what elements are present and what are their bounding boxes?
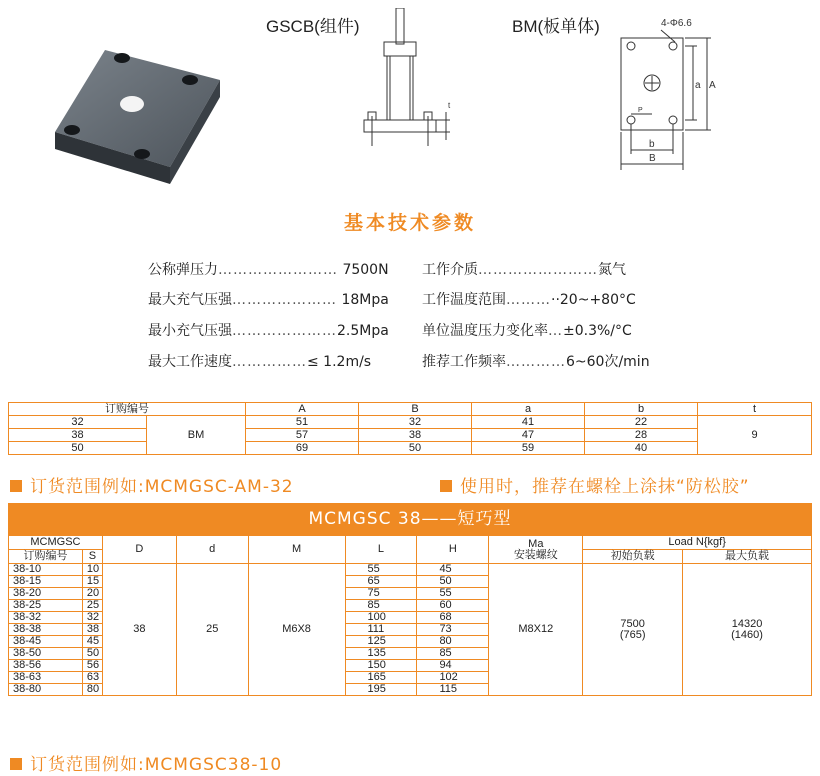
param-min-pressure: 最小充气压强…………………2.5Mpa <box>148 323 389 339</box>
d-value-cell: 25 <box>176 564 248 696</box>
header-b: b <box>585 403 698 416</box>
header-B: B <box>359 403 472 416</box>
header-initial-load: 初始负载 <box>583 550 683 564</box>
A-dim-label: A <box>709 80 716 91</box>
header-D: D <box>102 536 176 564</box>
B-dim-label: B <box>649 153 656 164</box>
Ma-value-cell: M8X12 <box>489 564 583 696</box>
table-row: 50 69 50 59 40 <box>9 442 812 455</box>
param-nominal-force: 公称弹压力…………………… 7500N <box>148 262 389 278</box>
param-max-speed: 最大工作速度……………≤ 1.2m/s <box>148 354 372 370</box>
table-row: 38-10 10 38 25 M6X8 55 45 M8X12 7500 (765) 14320 (1460) <box>9 564 812 576</box>
initial-load-cell: 7500 (765) <box>583 564 683 696</box>
header-S: S <box>82 550 102 564</box>
header-M: M <box>248 536 345 564</box>
table-row: 38-38 38 111 73 <box>9 624 812 636</box>
table-row: 38-20 20 75 55 <box>9 588 812 600</box>
max-load-cell: 14320 (1460) <box>683 564 812 696</box>
header-A: A <box>246 403 359 416</box>
header-d: d <box>176 536 248 564</box>
table-row: 38-25 25 85 60 <box>9 600 812 612</box>
header-a: a <box>472 403 585 416</box>
table-row: 38 57 38 47 28 <box>9 429 812 442</box>
param-medium: 工作介质……………………氮气 <box>422 262 626 278</box>
table-row: 38-63 63 165 102 <box>9 672 812 684</box>
param-temp-range: 工作温度范围………··20~+80°C <box>422 292 636 308</box>
header-Ma: Ma 安装螺纹 <box>489 536 583 564</box>
table-header-row <box>9 536 812 550</box>
order-example-note: 订货范围例如:MCMGSC-AM-32 <box>10 472 294 497</box>
holes-label: 4-Φ6.6 <box>661 18 692 29</box>
table-header-row <box>9 403 812 416</box>
header-load: Load N{kgf} <box>583 536 812 550</box>
t-dim-label: t <box>448 101 451 110</box>
bullet-square-icon <box>10 480 22 492</box>
header-order: 订购编号 <box>9 550 83 564</box>
param-frequency: 推荐工作频率…………6~60次/min <box>422 354 650 370</box>
order-example-note-2: 订货范围例如:MCMGSC38-10 <box>10 750 282 775</box>
header-L: L <box>345 536 417 564</box>
table-row: 38-50 50 135 85 <box>9 648 812 660</box>
header-t: t <box>698 403 812 416</box>
table-row: 32 BM 51 32 41 22 9 <box>9 416 812 429</box>
bm-caption: BM(板单体) <box>512 17 600 36</box>
header-H: H <box>417 536 489 564</box>
a-dim-label: a <box>695 80 701 91</box>
t-value-cell: 9 <box>698 416 812 455</box>
param-max-pressure: 最大充气压强………………… 18Mpa <box>148 292 389 308</box>
P-dim-label: P <box>638 107 643 114</box>
bullet-square-icon <box>440 480 452 492</box>
bm-spec-table <box>8 402 812 455</box>
table-row: 38-32 32 100 68 <box>9 612 812 624</box>
mcmgsc38-spec-table <box>8 535 812 696</box>
gscb-caption: GSCB(组件) <box>266 17 360 36</box>
params-title: 基本技术参数 <box>343 212 476 234</box>
b-dim-label: b <box>649 139 655 150</box>
header-order: 订购编号 <box>9 403 246 416</box>
bm-plate-drawing <box>605 8 735 178</box>
gscb-assembly-drawing <box>350 8 460 158</box>
header-series: MCMGSC <box>9 536 103 550</box>
usage-tip-note: 使用时，推荐在螺栓上涂抹“防松胶” <box>440 472 750 497</box>
series-banner: MCMGSC 38——短巧型 <box>8 503 812 535</box>
model-cell: BM <box>147 416 246 455</box>
mounting-plate-photo <box>50 42 220 187</box>
D-value-cell: 38 <box>102 564 176 696</box>
table-row: 38-80 80 195 115 <box>9 684 812 696</box>
table-row: 38-15 15 65 50 <box>9 576 812 588</box>
bullet-square-icon <box>10 758 22 770</box>
M-value-cell: M6X8 <box>248 564 345 696</box>
table-row: 38-45 45 125 80 <box>9 636 812 648</box>
table-row: 38-56 56 150 94 <box>9 660 812 672</box>
header-max-load: 最大负载 <box>683 550 812 564</box>
param-pressure-change-rate: 单位温度压力变化率…±0.3%/°C <box>422 323 632 339</box>
